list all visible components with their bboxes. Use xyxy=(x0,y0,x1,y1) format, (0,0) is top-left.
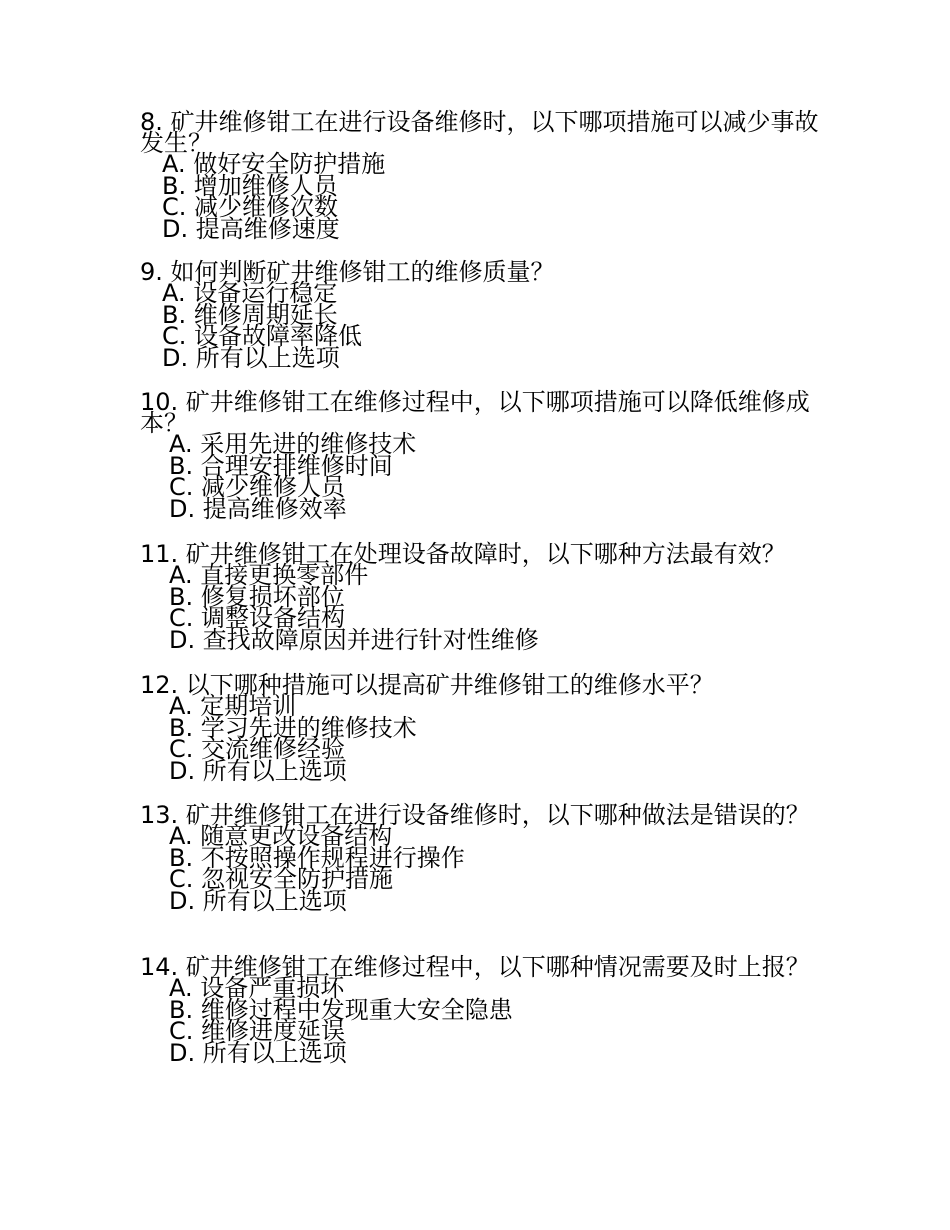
option-b: B. 学习先进的维修技术 xyxy=(169,713,417,742)
question-8 xyxy=(140,108,820,243)
question-13 xyxy=(140,801,820,915)
option-b: B. 不按照操作规程进行操作 xyxy=(169,843,465,872)
option-b: B. 修复损坏部位 xyxy=(169,582,345,611)
question-12 xyxy=(140,671,820,785)
question-text: 14. 矿井维修钳工在维修过程中，以下哪种情况需要及时上报？ xyxy=(140,953,810,981)
option-c: C. 调整设备结构 xyxy=(169,604,346,632)
question-text: 13. 矿井维修钳工在进行设备维修时，以下哪种做法是错误的？ xyxy=(140,801,810,829)
option-a: A. 采用先进的维修技术 xyxy=(169,430,417,458)
option-b: B. 合理安排维修时间 xyxy=(169,451,393,480)
option-a: A. 做好安全防护措施 xyxy=(162,150,386,178)
question-text: 11. 矿井维修钳工在处理设备故障时，以下哪种方法最有效？ xyxy=(140,540,786,568)
question-11 xyxy=(140,540,820,654)
option-c: C. 设备故障率降低 xyxy=(162,322,363,350)
question-text: 12. 以下哪种措施可以提高矿井维修钳工的维修水平？ xyxy=(140,671,714,699)
option-d: D. 提高维修速度 xyxy=(162,214,340,243)
option-b: B. 维修周期延长 xyxy=(162,300,338,329)
option-a: A. 随意更改设备结构 xyxy=(169,822,393,850)
option-d: D. 所有以上选项 xyxy=(169,886,347,915)
option-c: C. 减少维修次数 xyxy=(162,193,339,221)
option-d: D. 所有以上选项 xyxy=(169,1038,347,1067)
option-c: C. 交流维修经验 xyxy=(169,735,346,763)
option-a: A. 设备运行稳定 xyxy=(162,279,338,307)
question-9 xyxy=(140,258,820,372)
question-text: 9. 如何判断矿井维修钳工的维修质量？ xyxy=(140,258,555,286)
question-text: 8. 矿井维修钳工在进行设备维修时，以下哪项措施可以减少事故发生？ xyxy=(140,108,819,157)
option-b: B. 增加维修人员 xyxy=(162,171,338,200)
option-a: A. 直接更换零部件 xyxy=(169,561,369,589)
option-c: C. 维修进度延误 xyxy=(169,1017,346,1045)
option-c: C. 忽视安全防护措施 xyxy=(169,865,394,893)
option-b: B. 维修过程中发现重大安全隐患 xyxy=(169,995,513,1024)
question-14 xyxy=(140,953,820,1067)
option-c: C. 减少维修人员 xyxy=(169,473,346,501)
question-text: 10. 矿井维修钳工在维修过程中，以下哪项措施可以降低维修成本？ xyxy=(140,388,810,437)
option-d: D. 所有以上选项 xyxy=(169,756,347,785)
option-a: A. 定期培训 xyxy=(169,692,297,720)
option-d: D. 提高维修效率 xyxy=(169,494,347,523)
option-d: D. 查找故障原因并进行针对性维修 xyxy=(169,625,539,654)
option-d: D. 所有以上选项 xyxy=(162,343,340,372)
question-10 xyxy=(140,388,820,523)
option-a: A. 设备严重损坏 xyxy=(169,974,345,1002)
